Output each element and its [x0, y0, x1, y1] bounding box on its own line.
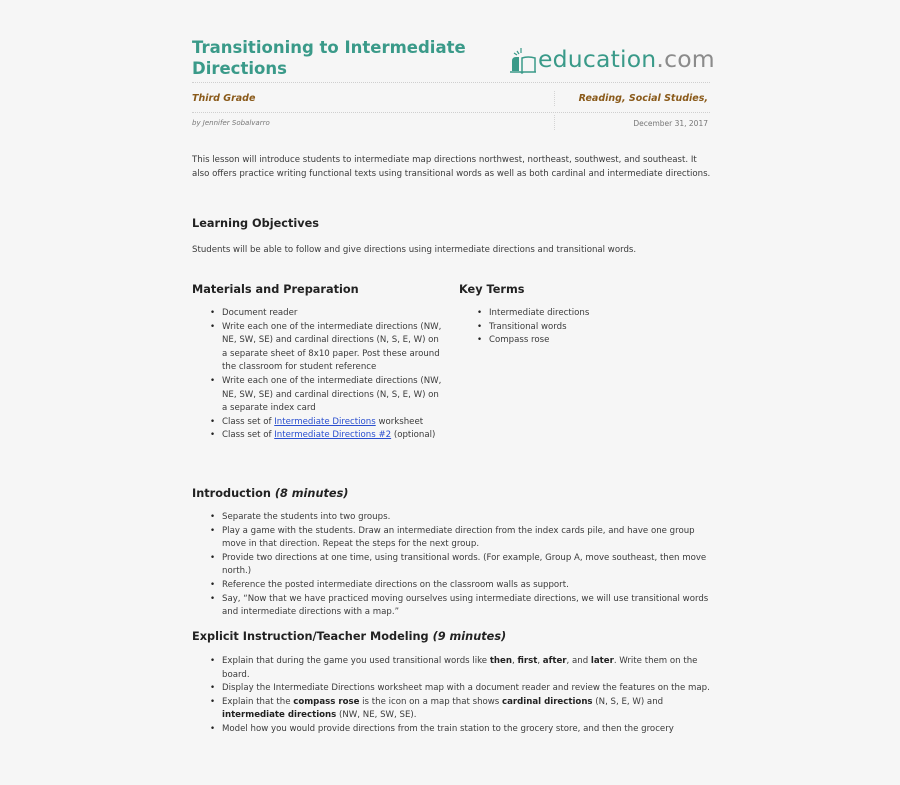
learning-objectives-heading: Learning Objectives: [192, 217, 319, 230]
list-item: • Document reader: [222, 307, 446, 321]
subjects-label: Reading, Social Studies,: [578, 93, 708, 104]
list-item: • Transitional words: [489, 321, 719, 335]
list-item: • Say, “Now that we have practiced moving ourselves using intermediate directions, we will use transitional words and intermediate directions with a map.”: [222, 593, 717, 620]
item-text: Explain that during the game you used transitional words like: [222, 656, 490, 666]
list-item: • Write each one of the intermediate directions (NW, NE, SW, SE) and cardinal directions (N, S, E, W) on a separate sheet of 8x10 paper. Post these around the classroom for student reference: [222, 321, 446, 375]
list-item: [222, 655, 712, 682]
explicit-instruction-clip: [192, 655, 712, 745]
list-item: • Compass rose: [489, 334, 719, 348]
item-text: Class set of: [222, 430, 275, 441]
list-item: [222, 429, 446, 443]
list-item: • Model how you would provide directions from the train station to the grocery store, and then the grocery: [222, 723, 712, 737]
heading-text: Explicit Instruction/Teacher Modeling: [192, 630, 429, 643]
learning-objectives-text: Students will be able to follow and give directions using intermediate directions and transitional words.: [192, 245, 637, 255]
term-later: later: [590, 656, 614, 666]
item-text: ,: [512, 656, 518, 666]
heading-text: Introduction: [192, 487, 271, 500]
list-item: • Play a game with the students. Draw an intermediate direction from the index cards pile, and have one group move in that direction. Repeat the steps for the next group.: [222, 525, 717, 552]
list-item: • Write each one of the intermediate directions (NW, NE, SW, SE) and cardinal directions (N, S, E, W) on a separate index card: [222, 375, 446, 416]
term-intermediate-directions: intermediate directions: [222, 710, 337, 721]
logo-wordmark: [538, 43, 715, 75]
term-after: after: [542, 656, 567, 666]
list-item: • Intermediate directions: [489, 307, 719, 321]
item-text: Explain that the: [222, 696, 294, 707]
list-item: • Display the Intermediate Directions worksheet map with a document reader and review the features on the map.: [222, 682, 712, 696]
divider: [554, 115, 555, 130]
term-first: first: [517, 656, 538, 666]
grade-label: Third Grade: [192, 93, 256, 104]
list-item: • Provide two directions at one time, using transitional words. (For example, Group A, move southeast, then move north.): [222, 552, 717, 579]
page-title: Transitioning to Intermediate Directions: [192, 38, 466, 78]
item-text: . Write them on the board.: [222, 656, 698, 680]
divider: [554, 91, 555, 106]
intermediate-directions-2-link[interactable]: Intermediate Directions #2: [274, 430, 392, 441]
term-cardinal-directions: cardinal directions: [502, 696, 593, 707]
materials-heading: Materials and Preparation: [192, 283, 359, 296]
open-book-bell-icon: [508, 43, 538, 75]
item-text: (N, S, E, W) and: [592, 696, 664, 707]
divider: [192, 82, 710, 83]
publish-date: December 31, 2017: [633, 119, 708, 128]
key-terms-list: [459, 307, 719, 348]
item-text: Class set of: [222, 416, 275, 427]
introduction-heading: [192, 487, 348, 500]
explicit-instruction-list: [192, 655, 712, 737]
introduction-list: [192, 511, 717, 620]
materials-list: [192, 307, 446, 443]
education-com-logo[interactable]: [508, 42, 715, 76]
item-text: (NW, NE, SW, SE).: [336, 710, 417, 721]
divider: [192, 112, 710, 113]
logo-brand: education: [538, 45, 657, 73]
item-text: ,: [537, 656, 543, 666]
list-item: [222, 696, 712, 723]
key-terms-heading: Key Terms: [459, 283, 525, 296]
author-byline: by Jennifer Sobalvarro: [192, 119, 270, 127]
list-item: • Reference the posted intermediate directions on the classroom walls as support.: [222, 579, 717, 593]
logo-tld: .com: [656, 45, 715, 73]
list-item: [222, 416, 446, 430]
explicit-instruction-heading: [192, 630, 506, 643]
duration-label: (8 minutes): [274, 487, 349, 500]
item-text: worksheet: [375, 416, 424, 427]
term-then: then: [489, 656, 513, 666]
intermediate-directions-link[interactable]: Intermediate Directions: [274, 416, 376, 427]
item-text: (optional): [391, 430, 436, 441]
list-item: • Separate the students into two groups.: [222, 511, 717, 525]
term-compass-rose: compass rose: [293, 696, 360, 707]
intro-paragraph: This lesson will introduce students to intermediate map directions northwest, northeast, southwest, and southeast. It also offers practice writing functional texts using transitional words as well as both cardinal and intermediate directions.: [192, 155, 711, 179]
duration-label: (9 minutes): [432, 630, 507, 643]
item-text: is the icon on a map that shows: [359, 696, 503, 707]
item-text: , and: [566, 656, 591, 666]
